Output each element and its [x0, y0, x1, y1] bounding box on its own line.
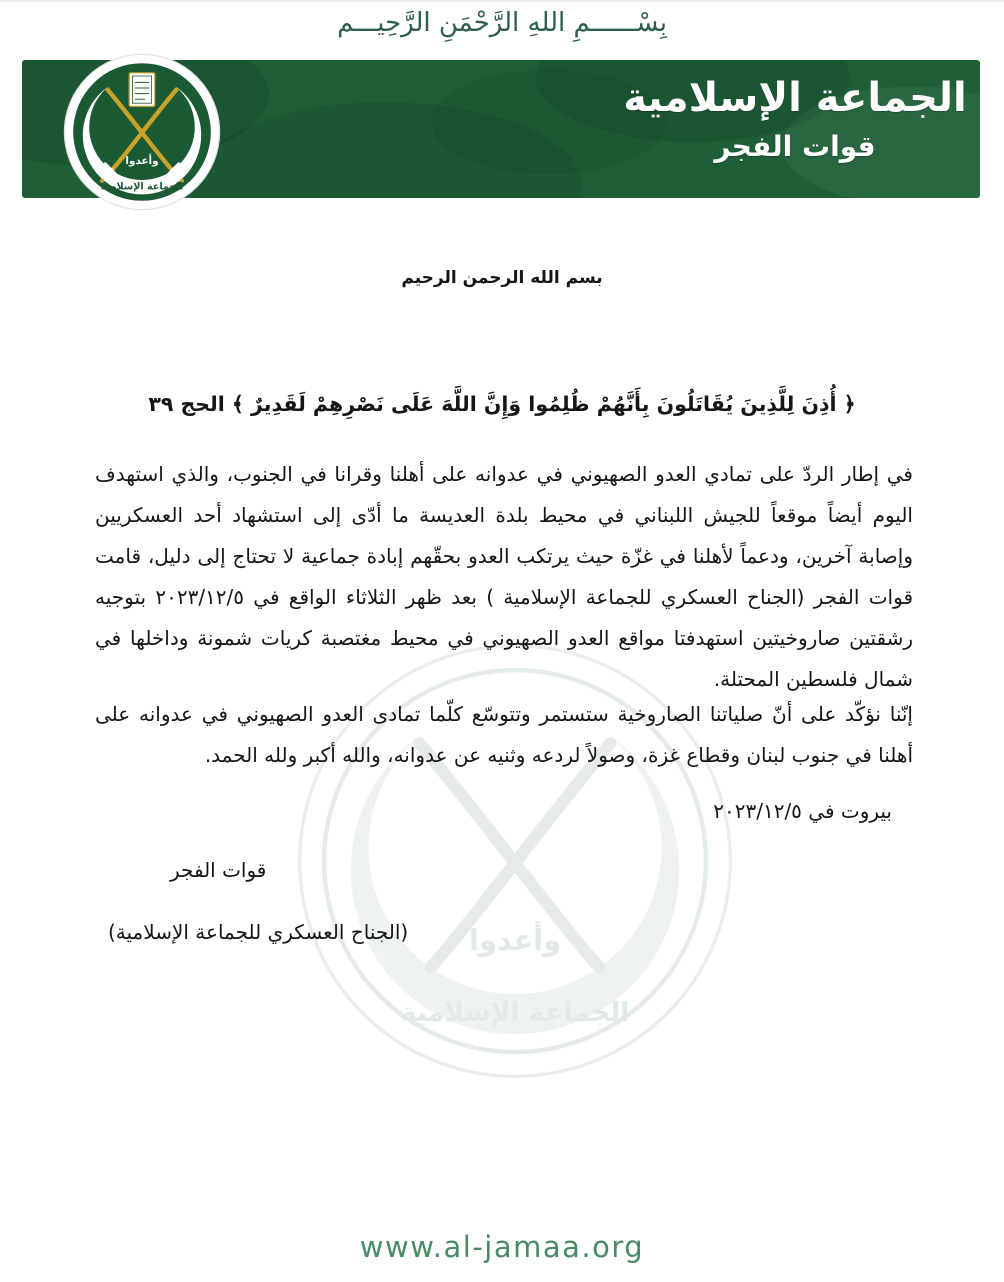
- watermark-motto: وأعدوا: [468, 922, 562, 957]
- emblem-motto: وأعدوا: [125, 155, 159, 167]
- forces-name: قوات الفجر: [714, 130, 876, 163]
- watermark-ring-text: الجماعة الإسلامية: [400, 996, 630, 1028]
- signature-forces: قوات الفجر: [170, 858, 267, 882]
- emblem-ring-text: الجماعة الإسلامية: [100, 181, 184, 193]
- signature-military-wing: (الجناح العسكري للجماعة الإسلامية): [108, 920, 409, 944]
- body-paragraph-1: في إطار الردّ على تمادي العدو الصهيوني في عدوانه على أهلنا وقرانا في الجنوب، والذي استهدف اليوم أيضاً موقعاً للجيش اللبناني في محيط بلدة العديسة ما أدّى إلى استشهاد أحد العسكريين وإصابة آخرين، ودعماً لأهلنا في غزّة حيث يرتكب العدو بحقّهم إبادة جماعية لا تحتاج إلى دليل، قامت قوات الفجر (الجناح العسكري للجماعة الإسلامية ) بعد ظهر الثلاثاء الواقع في ٢٠٢٣/١٢/٥ بتوجيه رشقتين صاروخيتين استهدفتا مواقع العدو الصهيوني في محيط مغتصبة كريات شمونة وداخلها في شمال فلسطين المحتلة.: [95, 462, 913, 691]
- footer-website-url: www.al-jamaa.org: [359, 1230, 645, 1264]
- organization-name-calligraphy: الجماعة الإسلامية: [623, 75, 967, 121]
- dateline: بيروت في ٢٠٢٣/١٢/٥: [713, 799, 892, 823]
- header-calligraphy: بِسْــــــمِ اللهِ الرَّحْمَنِ الرَّحِيـــم: [337, 8, 667, 38]
- quran-verse: ﴿ أُذِنَ لِلَّذِينَ يُقَاتَلُونَ بِأَنَّهُمْ ظُلِمُوا وَإِنَّ اللَّهَ عَلَى نَصْرِهِمْ لَقَدِيرٌ ﴾ الحج ٣٩: [148, 392, 856, 416]
- letter-body: [0, 2, 1004, 1282]
- basmala-line: بسم الله الرحمن الرحيم: [401, 268, 603, 288]
- body-paragraph-2: إنّنا نؤكّد على أنّ صلياتنا الصاروخية ستستمر وتتوسّع كلّما تمادى العدو الصهيوني في عدوانه على أهلنا في جنوب لبنان وقطاع غزة، وصولاً لردعه وثنيه عن عدوانه، والله أكبر ولله الحمد.: [95, 702, 913, 767]
